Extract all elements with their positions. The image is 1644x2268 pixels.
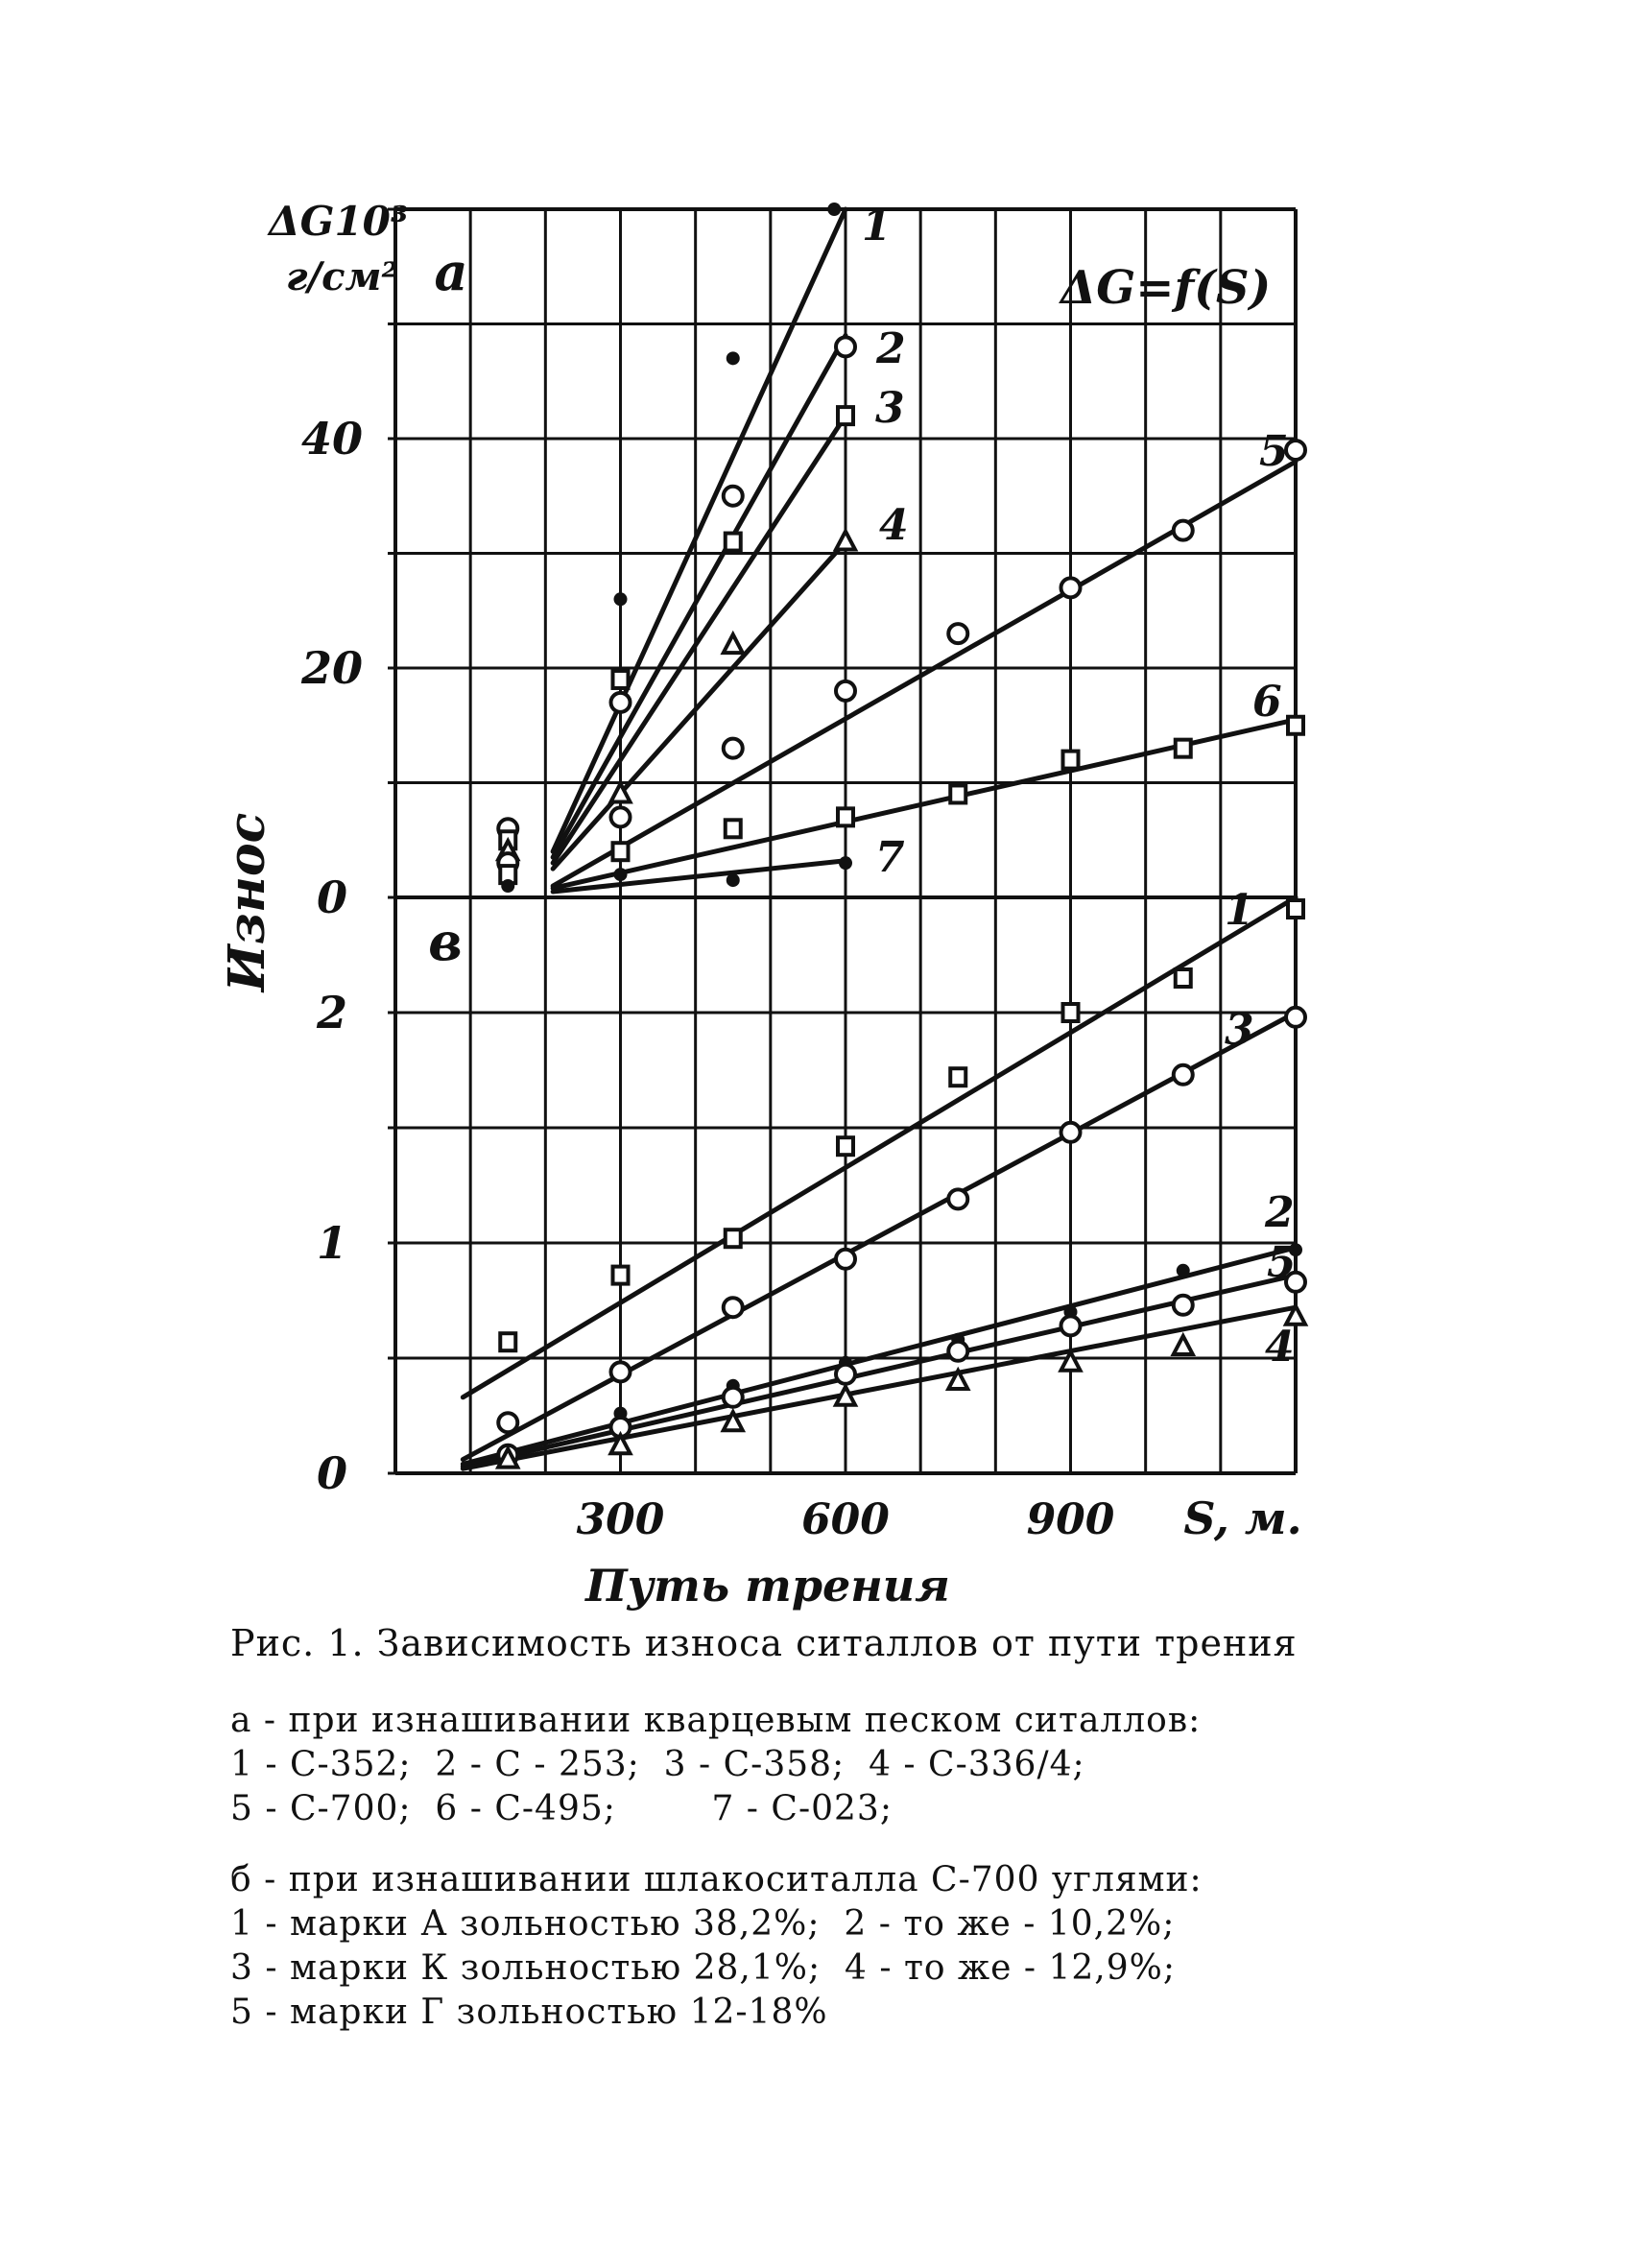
data-point-b-3 <box>724 1298 743 1317</box>
data-point-a-6 <box>1288 717 1303 734</box>
formula-label: ΔG=f(S) <box>1060 261 1272 315</box>
data-point-a-5 <box>1174 521 1193 540</box>
y-tick-label: 2 <box>316 987 348 1039</box>
series-line-b-1 <box>463 897 1296 1397</box>
series-label-a-7: 7 <box>875 833 905 882</box>
data-point-b-1 <box>1288 900 1303 918</box>
series-label-a-2: 2 <box>876 324 906 373</box>
series-label-b-1: 1 <box>1225 886 1254 935</box>
caption-b-line-2: 1 - марки А зольностью 38,2%; 2 - то же - 10,2%; <box>230 1904 1176 1944</box>
data-point-a-1 <box>614 592 628 606</box>
data-point-b-1 <box>838 1137 853 1155</box>
series-line-b-4 <box>463 1307 1296 1468</box>
data-point-a-1 <box>727 351 740 365</box>
series-label-a-4: 4 <box>879 501 909 550</box>
caption-b-line-4: 5 - марки Г зольностью 12-18% <box>230 1993 828 2032</box>
data-point-a-2 <box>724 487 743 506</box>
data-point-a-5 <box>611 807 631 826</box>
data-point-b-1 <box>950 1068 965 1086</box>
data-point-a-5 <box>1286 441 1305 460</box>
data-point-a-7 <box>839 856 852 870</box>
caption-a-line-1: а - при изнашивании кварцевым песком ситаллов: <box>230 1701 1202 1740</box>
data-point-a-4 <box>836 532 855 550</box>
data-point-a-5 <box>1061 578 1081 597</box>
series-line-a-4 <box>553 542 846 870</box>
data-point-a-6 <box>838 808 853 825</box>
y-tick-label: 0 <box>316 871 348 923</box>
figure-caption <box>230 1622 1497 2035</box>
x-axis-title: Путь трения <box>585 1560 950 1611</box>
series-label-b-4: 4 <box>1265 1323 1295 1372</box>
x-axis-variable: S, м. <box>1183 1492 1302 1544</box>
series-label-a-1: 1 <box>862 202 892 251</box>
data-point-b-3 <box>948 1189 967 1208</box>
data-point-b-5 <box>1174 1296 1193 1315</box>
y-tick-label: 20 <box>300 642 364 694</box>
panel-label-b: в <box>428 911 463 972</box>
data-point-b-5 <box>836 1365 855 1384</box>
data-point-b-1 <box>1176 969 1191 987</box>
caption-a-line-3: 5 - С-700; 6 - С-495; 7 - С-023; <box>230 1789 893 1828</box>
data-point-a-5 <box>948 624 967 643</box>
x-tick-label: 900 <box>1026 1495 1115 1544</box>
caption-b-line-3: 3 - марки К зольностью 28,1%; 4 - то же - 12,9%; <box>230 1948 1176 1988</box>
data-point-b-3 <box>611 1362 631 1381</box>
data-point-a-3 <box>613 671 629 688</box>
data-point-a-2 <box>611 693 631 712</box>
data-point-a-7 <box>501 879 514 893</box>
data-point-b-1 <box>1063 1004 1079 1021</box>
series-line-a-3 <box>553 416 846 863</box>
data-point-a-6 <box>1176 740 1191 757</box>
data-point-a-5 <box>836 681 855 701</box>
series-line-a-2 <box>553 335 846 857</box>
series-label-a-6: 6 <box>1252 678 1282 727</box>
x-tick-label: 300 <box>576 1495 665 1544</box>
data-point-a-3 <box>838 407 853 424</box>
caption-title: Рис. 1. Зависимость износа ситаллов от пути трения <box>230 1622 1298 1664</box>
series-label-a-5: 5 <box>1259 427 1289 476</box>
series-line-b-3 <box>463 1013 1296 1460</box>
data-point-a-4 <box>724 634 743 653</box>
data-point-a-6 <box>1063 752 1079 769</box>
data-point-b-5 <box>1061 1316 1081 1335</box>
y-unit-bottom: г/см² <box>286 254 399 299</box>
x-tick-label: 600 <box>801 1495 890 1544</box>
data-point-a-6 <box>726 820 741 837</box>
y-tick-label: 40 <box>300 413 364 465</box>
y-tick-label: 0 <box>316 1447 348 1499</box>
data-point-b-3 <box>1061 1123 1081 1142</box>
series-line-b-5 <box>463 1276 1296 1467</box>
data-point-a-1 <box>827 203 841 216</box>
data-point-b-2 <box>1177 1264 1190 1277</box>
caption-a-line-2: 1 - С-352; 2 - С - 253; 3 - С-358; 4 - С-336/4; <box>230 1745 1085 1784</box>
data-point-b-3 <box>836 1250 855 1269</box>
series-line-a-1 <box>553 209 846 851</box>
series-label-a-3: 3 <box>875 384 905 433</box>
data-point-b-3 <box>498 1413 517 1432</box>
data-point-b-1 <box>613 1267 629 1284</box>
data-point-b-3 <box>1174 1065 1193 1085</box>
y-axis-title: Износ <box>218 812 276 992</box>
y-tick-label: 1 <box>316 1217 348 1269</box>
data-point-a-7 <box>727 873 740 887</box>
data-point-a-2 <box>836 337 855 356</box>
panel-label-a: a <box>434 241 468 302</box>
data-point-a-6 <box>613 843 629 860</box>
data-point-a-5 <box>724 739 743 758</box>
data-point-b-4 <box>836 1387 855 1405</box>
series-label-b-5: 5 <box>1267 1238 1297 1287</box>
series-label-b-3: 3 <box>1225 1006 1254 1055</box>
series-label-b-2: 2 <box>1265 1188 1295 1237</box>
data-point-b-5 <box>948 1342 967 1361</box>
data-point-b-1 <box>500 1333 515 1350</box>
data-point-a-7 <box>614 868 628 881</box>
caption-b-line-1: б - при изнашивании шлакоситалла С-700 углями: <box>230 1860 1203 1899</box>
data-point-b-5 <box>724 1388 743 1407</box>
data-point-b-3 <box>1286 1008 1305 1027</box>
data-point-a-6 <box>950 785 965 802</box>
y-unit-top: ΔG10³ <box>269 198 409 245</box>
data-point-b-4 <box>1061 1352 1081 1371</box>
data-point-a-3 <box>726 534 741 551</box>
data-point-b-1 <box>726 1229 741 1247</box>
data-point-b-4 <box>1174 1336 1193 1354</box>
